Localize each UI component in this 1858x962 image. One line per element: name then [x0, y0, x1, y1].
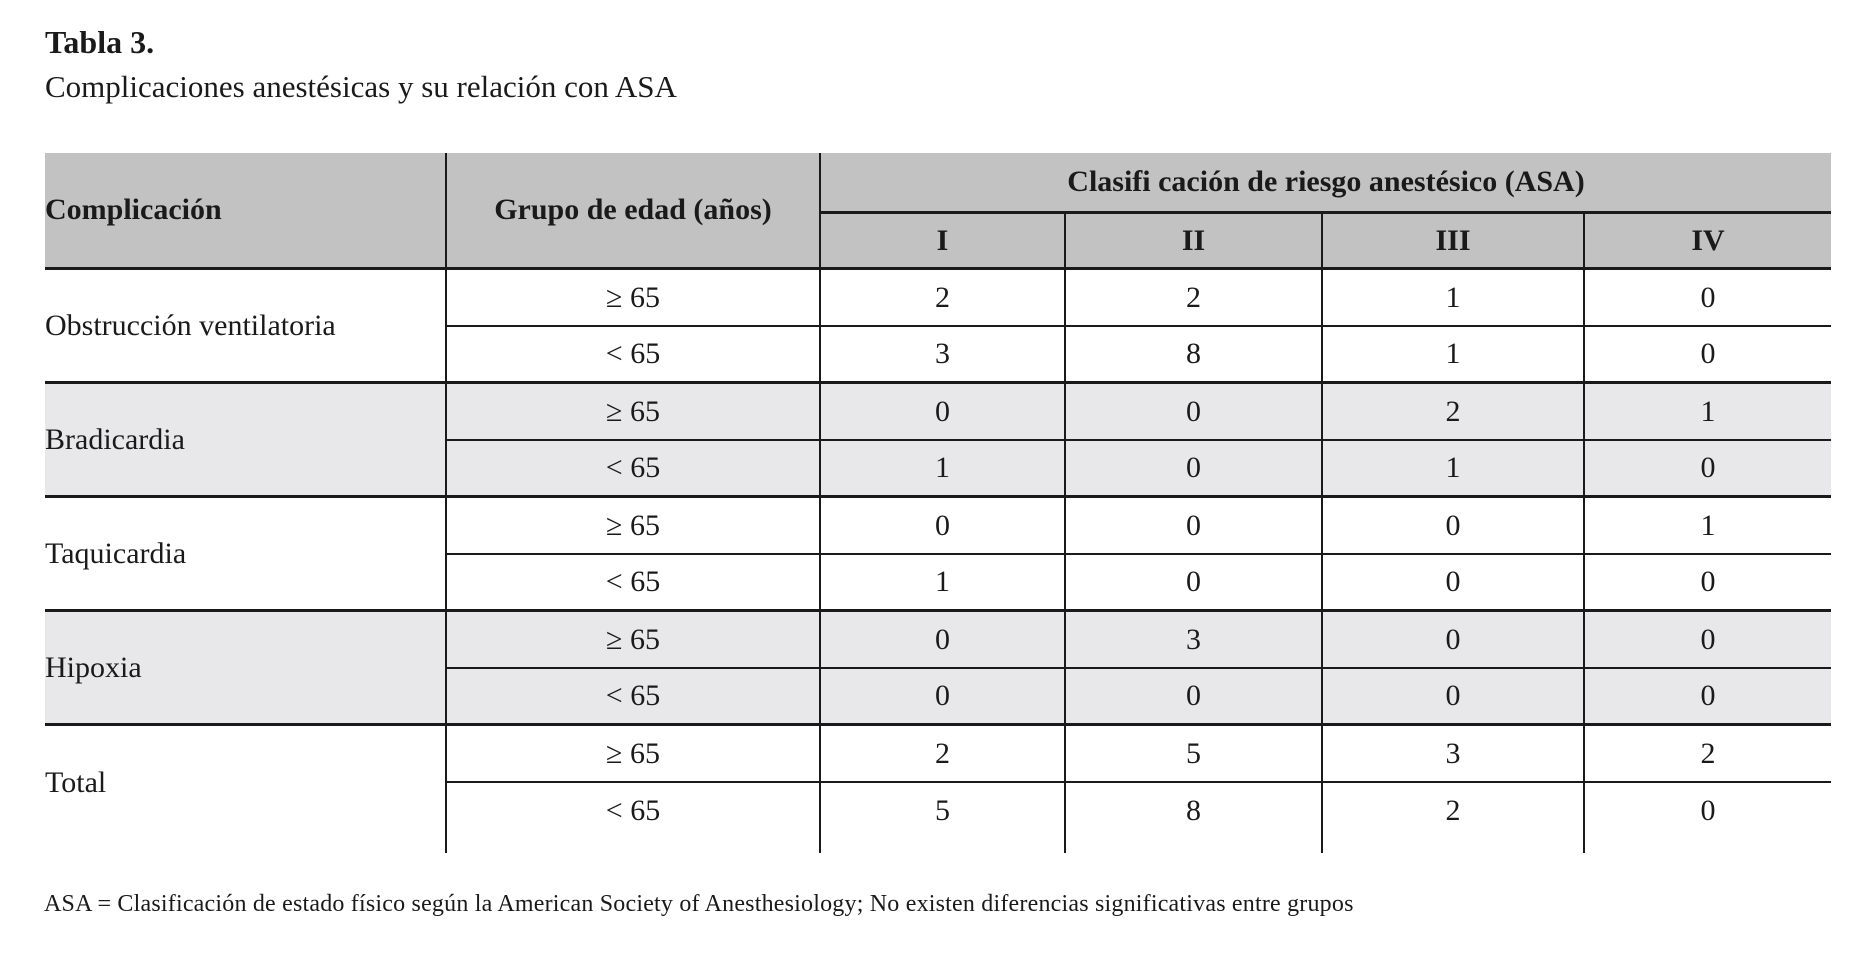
header-asa-class-iii: III	[1322, 213, 1584, 269]
age-group-cell: ≥ 65	[446, 497, 820, 554]
table-row	[45, 725, 1831, 782]
value-cell: 0	[1584, 668, 1831, 725]
value-cell: 5	[820, 782, 1065, 839]
value-cell: 2	[820, 725, 1065, 782]
table-row	[45, 497, 1831, 554]
age-group-cell: < 65	[446, 668, 820, 725]
age-group-cell: ≥ 65	[446, 269, 820, 326]
value-cell: 2	[1322, 383, 1584, 440]
value-cell: 0	[1584, 269, 1831, 326]
age-group-cell: < 65	[446, 326, 820, 383]
value-cell: 8	[1065, 326, 1322, 383]
value-cell: 8	[1065, 782, 1322, 839]
table-bottom-extension	[45, 839, 1831, 853]
table-footnote: ASA = Clasificación de estado físico según la American Society of Anesthesiology; No existen diferencias significativas entre grupos	[44, 890, 1354, 917]
extension-cell	[1322, 839, 1584, 853]
complication-label: Total	[45, 725, 446, 839]
value-cell: 0	[1065, 440, 1322, 497]
complications-asa-table	[45, 153, 1831, 853]
value-cell: 5	[1065, 725, 1322, 782]
table-caption: Complicaciones anestésicas y su relación con ASA	[45, 68, 677, 104]
header-asa-class-i: I	[820, 213, 1065, 269]
age-group-cell: ≥ 65	[446, 383, 820, 440]
value-cell: 0	[820, 383, 1065, 440]
extension-cell	[1584, 839, 1831, 853]
table-body	[45, 269, 1831, 853]
value-cell: 3	[820, 326, 1065, 383]
header-asa-classification: Clasifi cación de riesgo anestésico (ASA)	[820, 153, 1831, 213]
complication-label: Taquicardia	[45, 497, 446, 611]
age-group-cell: ≥ 65	[446, 725, 820, 782]
value-cell: 1	[820, 554, 1065, 611]
value-cell: 0	[1584, 611, 1831, 668]
age-group-cell: ≥ 65	[446, 611, 820, 668]
table-header	[45, 153, 1831, 269]
value-cell: 0	[1322, 554, 1584, 611]
value-cell: 0	[820, 668, 1065, 725]
age-group-cell: < 65	[446, 782, 820, 839]
table-row	[45, 269, 1831, 326]
header-asa-class-ii: II	[1065, 213, 1322, 269]
value-cell: 0	[820, 611, 1065, 668]
value-cell: 3	[1322, 725, 1584, 782]
value-cell: 0	[1065, 668, 1322, 725]
value-cell: 0	[1322, 497, 1584, 554]
extension-cell	[45, 839, 446, 853]
extension-cell	[1065, 839, 1322, 853]
value-cell: 0	[1065, 497, 1322, 554]
complication-label: Obstrucción ventilatoria	[45, 308, 336, 342]
value-cell: 3	[1065, 611, 1322, 668]
value-cell: 0	[1065, 383, 1322, 440]
value-cell: 1	[1322, 269, 1584, 326]
value-cell: 0	[1584, 326, 1831, 383]
value-cell: 1	[1322, 440, 1584, 497]
header-complication: Complicación	[45, 153, 446, 269]
extension-cell	[446, 839, 820, 853]
age-group-cell: < 65	[446, 554, 820, 611]
value-cell: 0	[1322, 611, 1584, 668]
value-cell: 2	[1322, 782, 1584, 839]
value-cell: 0	[1584, 782, 1831, 839]
value-cell: 1	[820, 440, 1065, 497]
value-cell: 0	[1584, 440, 1831, 497]
extension-cell	[820, 839, 1065, 853]
header-age-group: Grupo de edad (años)	[446, 153, 820, 269]
value-cell: 1	[1584, 383, 1831, 440]
value-cell: 1	[1584, 497, 1831, 554]
header-asa-class-iv: IV	[1584, 213, 1831, 269]
complication-label: Hipoxia	[45, 611, 446, 725]
value-cell: 2	[1065, 269, 1322, 326]
value-cell: 0	[1322, 668, 1584, 725]
header-row-top	[45, 153, 1831, 213]
value-cell: 2	[820, 269, 1065, 326]
table-number-title: Tabla 3.	[45, 24, 155, 60]
complication-label: Bradicardia	[45, 383, 446, 497]
value-cell: 0	[1065, 554, 1322, 611]
table-row	[45, 611, 1831, 668]
table-row	[45, 383, 1831, 440]
title-block	[0, 0, 1858, 105]
age-group-cell: < 65	[446, 440, 820, 497]
value-cell: 2	[1584, 725, 1831, 782]
value-cell: 0	[1584, 554, 1831, 611]
value-cell: 1	[1322, 326, 1584, 383]
value-cell: 0	[820, 497, 1065, 554]
